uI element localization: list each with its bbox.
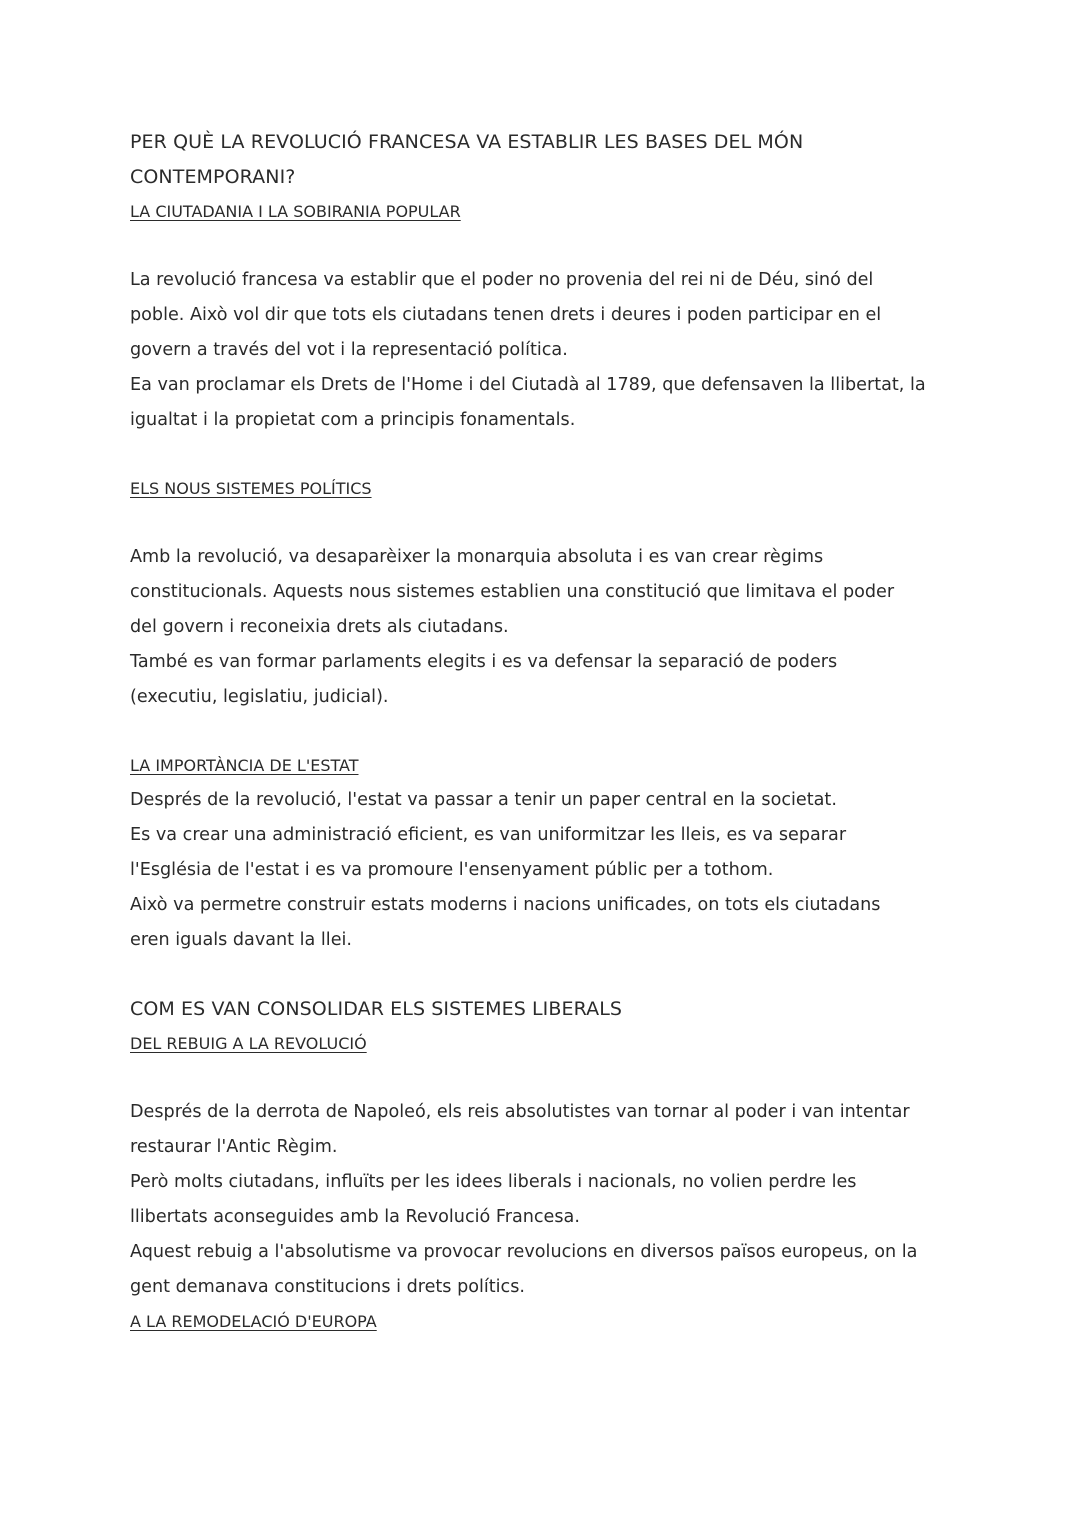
spacer: [130, 229, 960, 263]
spacer: [130, 715, 960, 749]
spacer: [130, 438, 960, 472]
subheading-remodelacio-europa: A LA REMODELACIÓ D'EUROPA: [130, 1312, 377, 1331]
main-heading-1: [130, 125, 960, 195]
paragraph-line: l'Església de l'estat i es va promoure l'ensenyament públic per a tothom.: [130, 860, 774, 880]
paragraph-line: La revolució francesa va establir que el poder no provenia del rei ni de Déu, sinó del: [130, 270, 874, 290]
paragraph-importancia-estat: [130, 783, 960, 958]
paragraph-line: constitucionals. Aquests nous sistemes establien una constitució que limitava el poder: [130, 582, 895, 602]
paragraph-line: Es va crear una administració eficient, es van uniformitzar les lleis, es va separar: [130, 825, 847, 845]
subheading-ciutadania: LA CIUTADANIA I LA SOBIRANIA POPULAR: [130, 202, 461, 221]
heading-line: PER QUÈ LA REVOLUCIÓ FRANCESA VA ESTABLIR LES BASES DEL MÓN: [130, 131, 804, 153]
paragraph-line: També es van formar parlaments elegits i es va defensar la separació de poders: [130, 652, 838, 672]
spacer: [130, 1061, 960, 1095]
heading-line: CONTEMPORANI?: [130, 166, 296, 188]
subheading-rebuig-revolucio: DEL REBUIG A LA REVOLUCIÓ: [130, 1034, 367, 1053]
paragraph-rebuig-revolucio: [130, 1095, 960, 1305]
paragraph-line: llibertats aconseguides amb la Revolució Francesa.: [130, 1207, 580, 1227]
paragraph-line: Després de la revolució, l'estat va passar a tenir un paper central en la societat.: [130, 790, 837, 810]
paragraph-line: Després de la derrota de Napoleó, els reis absolutistes van tornar al poder i van intentar: [130, 1102, 910, 1122]
paragraph-ciutadania: [130, 263, 960, 438]
paragraph-line: igualtat i la propietat com a principis fonamentals.: [130, 410, 576, 430]
paragraph-line: Això va permetre construir estats moderns i nacions unificades, on tots els ciutadans: [130, 895, 881, 915]
document-page: [130, 125, 960, 1339]
paragraph-line: poble. Això vol dir que tots els ciutadans tenen drets i deures i poden participar en el: [130, 305, 882, 325]
main-heading-2: COM ES VAN CONSOLIDAR ELS SISTEMES LIBERALS: [130, 998, 623, 1020]
paragraph-line: gent demanava constitucions i drets polítics.: [130, 1277, 525, 1297]
paragraph-line: restaurar l'Antic Règim.: [130, 1137, 338, 1157]
spacer: [130, 506, 960, 540]
paragraph-line: del govern i reconeixia drets als ciutadans.: [130, 617, 509, 637]
paragraph-line: eren iguals davant la llei.: [130, 930, 353, 950]
spacer: [130, 958, 960, 992]
paragraph-line: Però molts ciutadans, influïts per les idees liberals i nacionals, no volien perdre les: [130, 1172, 857, 1192]
subheading-importancia-estat: LA IMPORTÀNCIA DE L'ESTAT: [130, 756, 359, 775]
paragraph-sistemes-politics: [130, 540, 960, 715]
paragraph-line: Aquest rebuig a l'absolutisme va provocar revolucions en diversos països europeus, on la: [130, 1242, 918, 1262]
paragraph-line: (executiu, legislatiu, judicial).: [130, 687, 389, 707]
subheading-sistemes-politics: ELS NOUS SISTEMES POLÍTICS: [130, 479, 372, 498]
paragraph-line: govern a través del vot i la representació política.: [130, 340, 568, 360]
paragraph-line: Amb la revolució, va desaparèixer la monarquia absoluta i es van crear règims: [130, 547, 824, 567]
paragraph-line: Ea van proclamar els Drets de l'Home i del Ciutadà al 1789, que defensaven la llibertat, la: [130, 375, 926, 395]
